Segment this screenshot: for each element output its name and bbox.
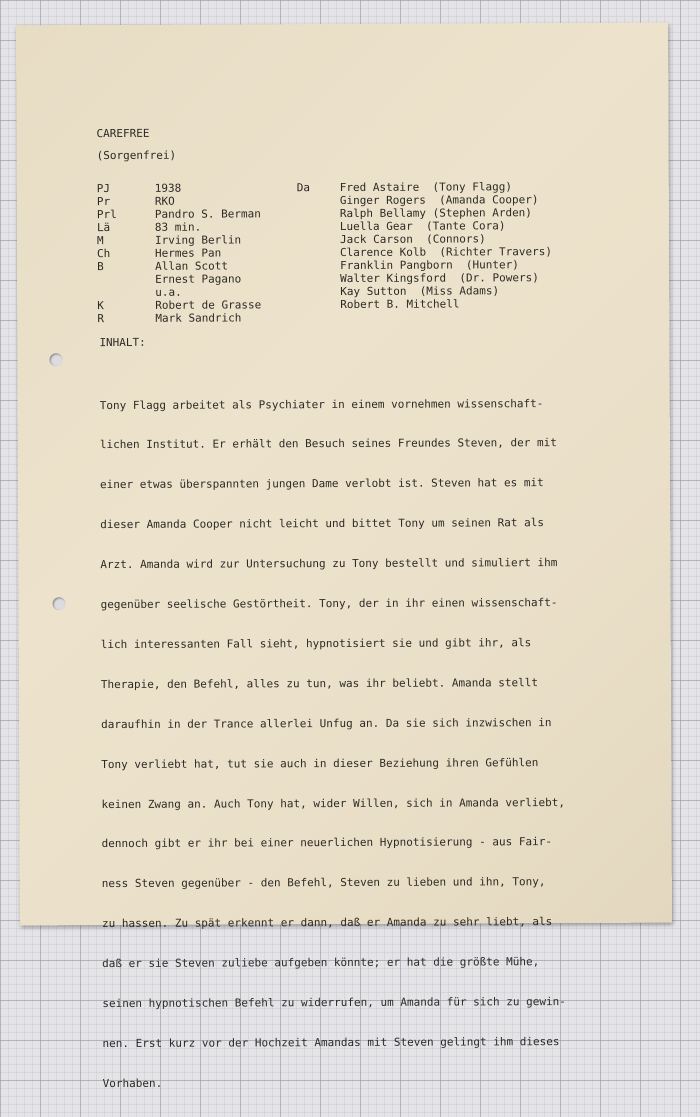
credit-value: Pandro S. Berman — [154, 207, 261, 221]
credit-value: 1938 — [154, 181, 182, 195]
synopsis-line: keinen Zwang an. Auch Tony hat, wider Willen, sich in Amanda verliebt, — [101, 795, 566, 811]
credit-abbr: K — [97, 299, 104, 313]
cast-entry: Luella Gear (Tante Cora) — [339, 219, 506, 234]
synopsis-line: Tony verliebt hat, tut sie auch in dieser Beziehung ihren Gefühlen — [101, 755, 539, 771]
cast-entry: Ginger Rogers (Amanda Cooper) — [339, 193, 539, 208]
cast-label: Da — [296, 181, 311, 195]
credit-abbr: Ch — [97, 247, 111, 261]
credit-abbr: M — [96, 234, 104, 248]
credit-abbr: Lä — [96, 221, 111, 235]
synopsis-line: Vorhaben. — [102, 1076, 163, 1090]
synopsis-line: lichen Institut. Er erhält den Besuch seines Freundes Steven, der mit — [99, 436, 557, 452]
credit-value: Irving Berlin — [154, 233, 242, 247]
credit-value: Robert de Grasse — [155, 298, 262, 312]
credit-value: RKO — [154, 194, 175, 208]
credit-value: Hermes Pan — [155, 246, 222, 260]
synopsis-line: einer etwas überspannten jungen Dame verlobt ist. Steven hat es mit — [100, 476, 544, 492]
credit-value: Allan Scott — [155, 259, 228, 273]
synopsis-line: gegenüber seelische Gestörtheit. Tony, der in ihr einen wissenschaft- — [100, 596, 558, 612]
cast-entry: Kay Sutton (Miss Adams) — [340, 284, 500, 299]
synopsis-line: Tony Flagg arbeitet als Psychiater in einem vornehmen wissenschaft- — [99, 396, 544, 412]
synopsis-line: seinen hypnotischen Befehl zu widerrufen, um Amanda für sich zu gewin- — [102, 994, 566, 1011]
synopsis-line: zu hassen. Zu spät erkennt er dann, daß er Amanda zu sehr liebt, als — [101, 915, 553, 931]
cast-entry: Franklin Pangborn (Hunter) — [340, 258, 519, 273]
credit-abbr: Pr — [96, 195, 111, 209]
synopsis-line: daraufhin in der Trance allerlei Unfug an. Da sie sich inzwischen in — [101, 715, 552, 731]
credit-value: Ernest Pagano — [155, 272, 242, 286]
synopsis-line: ness Steven gegenüber - den Befehl, Steven zu lieben und ihn, Tony, — [101, 875, 546, 891]
credit-value: u.a. — [155, 285, 182, 299]
synopsis-line: daß er sie Steven zuliebe aufgeben könnte; er hat die größte Mühe, — [102, 955, 540, 971]
credit-abbr: R — [97, 312, 104, 326]
cast-entry: Walter Kingsford (Dr. Powers) — [340, 271, 539, 286]
synopsis-line: Therapie, den Befehl, alles zu tun, was ihr beliebt. Amanda stellt — [100, 675, 539, 691]
cast-entry: Jack Carson (Connors) — [339, 232, 486, 247]
credit-value: 83 min. — [154, 220, 202, 234]
cast-entry: Fred Astaire (Tony Flagg) — [339, 180, 512, 195]
synopsis-line: Arzt. Amanda wird zur Untersuchung zu Tony bestellt und simuliert ihm — [100, 556, 558, 572]
synopsis-line: nen. Erst kurz vor der Hochzeit Amandas mit Steven gelingt ihm dieses — [102, 1034, 560, 1050]
punch-hole — [49, 353, 62, 366]
cast-entry: Ralph Bellamy (Stephen Arden) — [339, 206, 532, 221]
synopsis-line: lich interessanten Fall sieht, hypnotisiert sie und gibt ihr, als — [100, 636, 532, 652]
film-title: CAREFREE — [96, 126, 150, 141]
credit-abbr: B — [97, 260, 104, 274]
document-sheet — [16, 23, 672, 1090]
section-heading: INHALT: — [99, 335, 146, 350]
synopsis-line: dennoch gibt er ihr bei einer neuerlichen Hypnotisierung - aus Fair- — [101, 835, 552, 851]
film-subtitle: (Sorgenfrei) — [96, 148, 177, 163]
cast-entry: Clarence Kolb (Richter Travers) — [340, 245, 552, 260]
synopsis — [100, 370, 603, 1117]
credit-abbr: Prl — [96, 207, 117, 222]
synopsis-line: dieser Amanda Cooper nicht leicht und bittet Tony um seinen Rat als — [100, 516, 544, 532]
punch-hole — [53, 597, 66, 610]
credit-abbr: PJ — [96, 182, 111, 196]
cast-entry: Robert B. Mitchell — [340, 297, 460, 312]
credit-value: Mark Sandrich — [155, 311, 242, 325]
